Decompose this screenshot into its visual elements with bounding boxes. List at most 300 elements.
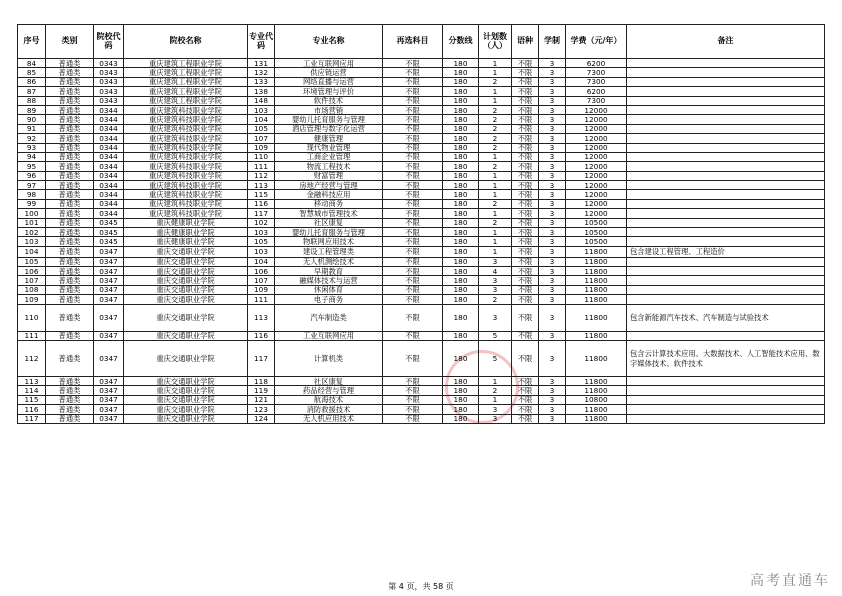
cell-major-code: 113 bbox=[248, 181, 275, 190]
cell-language: 不限 bbox=[512, 209, 539, 218]
cell-school-code: 0347 bbox=[94, 257, 124, 266]
cell-major-name: 社区康复 bbox=[275, 218, 383, 227]
cell-duration: 3 bbox=[539, 115, 566, 124]
cell-major-name: 智慧城市管理技术 bbox=[275, 209, 383, 218]
cell-school-name: 重庆交通职业学院 bbox=[124, 276, 248, 285]
cell-score: 180 bbox=[443, 218, 479, 227]
cell-school-code: 0347 bbox=[94, 276, 124, 285]
cell-tuition: 11800 bbox=[566, 377, 627, 386]
table-row bbox=[18, 257, 825, 266]
cell-category: 普通类 bbox=[46, 152, 94, 161]
cell-language: 不限 bbox=[512, 171, 539, 180]
cell-category: 普通类 bbox=[46, 77, 94, 86]
cell-index: 113 bbox=[18, 377, 46, 386]
cell-language: 不限 bbox=[512, 414, 539, 423]
cell-school-code: 0344 bbox=[94, 162, 124, 171]
cell-tuition: 12000 bbox=[566, 124, 627, 133]
table-row bbox=[18, 105, 825, 114]
cell-major-name: 融媒体技术与运营 bbox=[275, 276, 383, 285]
cell-duration: 3 bbox=[539, 377, 566, 386]
cell-category: 普通类 bbox=[46, 190, 94, 199]
cell-category: 普通类 bbox=[46, 115, 94, 124]
cell-language: 不限 bbox=[512, 405, 539, 414]
cell-major-name: 电子商务 bbox=[275, 295, 383, 304]
cell-school-name: 重庆交通职业学院 bbox=[124, 386, 248, 395]
cell-school-name: 重庆建筑工程职业学院 bbox=[124, 68, 248, 77]
cell-school-name: 重庆交通职业学院 bbox=[124, 267, 248, 276]
cell-category: 普通类 bbox=[46, 134, 94, 143]
cell-school-code: 0347 bbox=[94, 331, 124, 340]
cell-major-code: 118 bbox=[248, 377, 275, 386]
cell-school-code: 0345 bbox=[94, 237, 124, 246]
cell-school-name: 重庆健康职业学院 bbox=[124, 237, 248, 246]
cell-category: 普通类 bbox=[46, 199, 94, 208]
page-footer: 第 4 页，共 58 页 bbox=[388, 582, 454, 591]
cell-index: 115 bbox=[18, 395, 46, 404]
cell-major-name: 房地产经营与管理 bbox=[275, 181, 383, 190]
cell-duration: 3 bbox=[539, 405, 566, 414]
cell-subject: 不限 bbox=[383, 152, 443, 161]
cell-school-name: 重庆建筑工程职业学院 bbox=[124, 59, 248, 68]
cell-remark bbox=[627, 190, 825, 199]
cell-major-code: 119 bbox=[248, 386, 275, 395]
cell-remark bbox=[627, 134, 825, 143]
cell-duration: 3 bbox=[539, 276, 566, 285]
cell-duration: 3 bbox=[539, 414, 566, 423]
cell-language: 不限 bbox=[512, 181, 539, 190]
cell-score: 180 bbox=[443, 405, 479, 414]
cell-subject: 不限 bbox=[383, 386, 443, 395]
cell-major-name: 网络直播与运营 bbox=[275, 77, 383, 86]
cell-school-name: 重庆建筑科技职业学院 bbox=[124, 190, 248, 199]
cell-remark: 包含新能源汽车技术、汽车制造与试验技术 bbox=[627, 304, 825, 331]
cell-index: 101 bbox=[18, 218, 46, 227]
cell-language: 不限 bbox=[512, 96, 539, 105]
watermark-logo-text: 高考直通车 bbox=[750, 573, 830, 589]
admission-plan-table bbox=[17, 24, 825, 424]
cell-major-name: 休闲体育 bbox=[275, 285, 383, 294]
cell-plan-count: 2 bbox=[479, 115, 512, 124]
header-remark: 备注 bbox=[627, 25, 825, 59]
cell-school-code: 0347 bbox=[94, 341, 124, 377]
table-row bbox=[18, 68, 825, 77]
cell-subject: 不限 bbox=[383, 285, 443, 294]
cell-subject: 不限 bbox=[383, 331, 443, 340]
table-row bbox=[18, 143, 825, 152]
cell-major-name: 药品经营与管理 bbox=[275, 386, 383, 395]
cell-major-code: 115 bbox=[248, 190, 275, 199]
cell-tuition: 11800 bbox=[566, 276, 627, 285]
cell-language: 不限 bbox=[512, 295, 539, 304]
cell-school-name: 重庆交通职业学院 bbox=[124, 285, 248, 294]
cell-remark bbox=[627, 199, 825, 208]
cell-remark bbox=[627, 405, 825, 414]
cell-duration: 3 bbox=[539, 181, 566, 190]
cell-plan-count: 1 bbox=[479, 68, 512, 77]
cell-score: 180 bbox=[443, 77, 479, 86]
cell-subject: 不限 bbox=[383, 237, 443, 246]
cell-school-code: 0344 bbox=[94, 115, 124, 124]
cell-major-name: 健康管理 bbox=[275, 134, 383, 143]
cell-school-code: 0343 bbox=[94, 59, 124, 68]
cell-subject: 不限 bbox=[383, 59, 443, 68]
cell-tuition: 10800 bbox=[566, 395, 627, 404]
header-plan-count: 计划数（人） bbox=[479, 25, 512, 59]
cell-remark bbox=[627, 257, 825, 266]
cell-major-code: 103 bbox=[248, 105, 275, 114]
header-duration: 学制 bbox=[539, 25, 566, 59]
cell-school-code: 0344 bbox=[94, 190, 124, 199]
cell-major-name: 社区康复 bbox=[275, 377, 383, 386]
cell-duration: 3 bbox=[539, 237, 566, 246]
cell-index: 98 bbox=[18, 190, 46, 199]
cell-duration: 3 bbox=[539, 228, 566, 237]
cell-language: 不限 bbox=[512, 331, 539, 340]
cell-language: 不限 bbox=[512, 257, 539, 266]
cell-major-code: 117 bbox=[248, 341, 275, 377]
cell-tuition: 11800 bbox=[566, 414, 627, 423]
cell-major-name: 物流工程技术 bbox=[275, 162, 383, 171]
cell-remark bbox=[627, 386, 825, 395]
table-row bbox=[18, 96, 825, 105]
cell-plan-count: 3 bbox=[479, 276, 512, 285]
cell-duration: 3 bbox=[539, 96, 566, 105]
table-row bbox=[18, 331, 825, 340]
cell-subject: 不限 bbox=[383, 105, 443, 114]
cell-category: 普通类 bbox=[46, 228, 94, 237]
cell-remark bbox=[627, 276, 825, 285]
cell-school-name: 重庆建筑科技职业学院 bbox=[124, 171, 248, 180]
cell-index: 114 bbox=[18, 386, 46, 395]
cell-score: 180 bbox=[443, 267, 479, 276]
cell-index: 95 bbox=[18, 162, 46, 171]
cell-major-name: 工业互联网应用 bbox=[275, 59, 383, 68]
cell-duration: 3 bbox=[539, 246, 566, 257]
table-row bbox=[18, 395, 825, 404]
cell-duration: 3 bbox=[539, 59, 566, 68]
cell-language: 不限 bbox=[512, 237, 539, 246]
cell-category: 普通类 bbox=[46, 246, 94, 257]
cell-duration: 3 bbox=[539, 171, 566, 180]
cell-duration: 3 bbox=[539, 199, 566, 208]
cell-school-code: 0345 bbox=[94, 228, 124, 237]
cell-major-name: 建设工程管理类 bbox=[275, 246, 383, 257]
cell-tuition: 10500 bbox=[566, 218, 627, 227]
cell-major-name: 早期教育 bbox=[275, 267, 383, 276]
cell-language: 不限 bbox=[512, 218, 539, 227]
cell-school-code: 0347 bbox=[94, 267, 124, 276]
cell-score: 180 bbox=[443, 87, 479, 96]
cell-major-code: 109 bbox=[248, 143, 275, 152]
cell-plan-count: 1 bbox=[479, 181, 512, 190]
cell-tuition: 12000 bbox=[566, 190, 627, 199]
cell-school-code: 0344 bbox=[94, 171, 124, 180]
cell-score: 180 bbox=[443, 257, 479, 266]
cell-subject: 不限 bbox=[383, 377, 443, 386]
cell-language: 不限 bbox=[512, 59, 539, 68]
cell-score: 180 bbox=[443, 68, 479, 77]
cell-category: 普通类 bbox=[46, 267, 94, 276]
cell-major-name: 供应链运营 bbox=[275, 68, 383, 77]
cell-plan-count: 1 bbox=[479, 395, 512, 404]
cell-school-name: 重庆健康职业学院 bbox=[124, 228, 248, 237]
cell-index: 112 bbox=[18, 341, 46, 377]
cell-subject: 不限 bbox=[383, 190, 443, 199]
cell-tuition: 7300 bbox=[566, 96, 627, 105]
cell-duration: 3 bbox=[539, 285, 566, 294]
cell-school-name: 重庆建筑科技职业学院 bbox=[124, 124, 248, 133]
cell-subject: 不限 bbox=[383, 199, 443, 208]
cell-school-name: 重庆建筑工程职业学院 bbox=[124, 87, 248, 96]
cell-tuition: 11800 bbox=[566, 285, 627, 294]
cell-remark bbox=[627, 228, 825, 237]
header-score: 分数线 bbox=[443, 25, 479, 59]
cell-index: 90 bbox=[18, 115, 46, 124]
cell-duration: 3 bbox=[539, 395, 566, 404]
cell-school-code: 0347 bbox=[94, 285, 124, 294]
table-row bbox=[18, 87, 825, 96]
cell-subject: 不限 bbox=[383, 341, 443, 377]
cell-index: 91 bbox=[18, 124, 46, 133]
cell-plan-count: 3 bbox=[479, 285, 512, 294]
cell-language: 不限 bbox=[512, 68, 539, 77]
cell-tuition: 6200 bbox=[566, 87, 627, 96]
cell-subject: 不限 bbox=[383, 143, 443, 152]
cell-score: 180 bbox=[443, 171, 479, 180]
cell-school-name: 重庆建筑工程职业学院 bbox=[124, 77, 248, 86]
cell-index: 85 bbox=[18, 68, 46, 77]
cell-language: 不限 bbox=[512, 87, 539, 96]
cell-language: 不限 bbox=[512, 395, 539, 404]
cell-score: 180 bbox=[443, 143, 479, 152]
cell-index: 102 bbox=[18, 228, 46, 237]
cell-plan-count: 3 bbox=[479, 304, 512, 331]
cell-tuition: 11800 bbox=[566, 331, 627, 340]
cell-plan-count: 1 bbox=[479, 171, 512, 180]
cell-subject: 不限 bbox=[383, 414, 443, 423]
cell-tuition: 11800 bbox=[566, 304, 627, 331]
table-row bbox=[18, 405, 825, 414]
cell-remark bbox=[627, 295, 825, 304]
cell-index: 86 bbox=[18, 77, 46, 86]
cell-school-code: 0347 bbox=[94, 377, 124, 386]
cell-index: 87 bbox=[18, 87, 46, 96]
cell-category: 普通类 bbox=[46, 331, 94, 340]
cell-school-code: 0343 bbox=[94, 77, 124, 86]
cell-remark bbox=[627, 68, 825, 77]
cell-language: 不限 bbox=[512, 276, 539, 285]
cell-school-code: 0347 bbox=[94, 414, 124, 423]
header-major-code: 专业代码 bbox=[248, 25, 275, 59]
table-header-row bbox=[18, 25, 825, 59]
cell-score: 180 bbox=[443, 276, 479, 285]
cell-language: 不限 bbox=[512, 162, 539, 171]
cell-duration: 3 bbox=[539, 218, 566, 227]
cell-tuition: 6200 bbox=[566, 59, 627, 68]
cell-major-name: 汽车制造类 bbox=[275, 304, 383, 331]
table-body bbox=[18, 59, 825, 424]
table-row bbox=[18, 377, 825, 386]
cell-major-code: 107 bbox=[248, 276, 275, 285]
cell-school-name: 重庆交通职业学院 bbox=[124, 295, 248, 304]
cell-duration: 3 bbox=[539, 295, 566, 304]
cell-index: 107 bbox=[18, 276, 46, 285]
cell-score: 180 bbox=[443, 115, 479, 124]
cell-plan-count: 1 bbox=[479, 377, 512, 386]
cell-remark bbox=[627, 59, 825, 68]
cell-major-name: 现代物业管理 bbox=[275, 143, 383, 152]
cell-score: 180 bbox=[443, 386, 479, 395]
cell-category: 普通类 bbox=[46, 276, 94, 285]
cell-score: 180 bbox=[443, 237, 479, 246]
cell-score: 180 bbox=[443, 395, 479, 404]
cell-major-name: 工商企业管理 bbox=[275, 152, 383, 161]
cell-major-code: 103 bbox=[248, 246, 275, 257]
cell-school-name: 重庆交通职业学院 bbox=[124, 246, 248, 257]
cell-plan-count: 2 bbox=[479, 77, 512, 86]
cell-tuition: 12000 bbox=[566, 143, 627, 152]
cell-category: 普通类 bbox=[46, 59, 94, 68]
cell-duration: 3 bbox=[539, 257, 566, 266]
cell-plan-count: 1 bbox=[479, 87, 512, 96]
cell-school-name: 重庆建筑工程职业学院 bbox=[124, 96, 248, 105]
cell-score: 180 bbox=[443, 96, 479, 105]
cell-score: 180 bbox=[443, 105, 479, 114]
cell-major-code: 105 bbox=[248, 124, 275, 133]
cell-score: 180 bbox=[443, 124, 479, 133]
cell-school-name: 重庆建筑科技职业学院 bbox=[124, 143, 248, 152]
cell-major-code: 106 bbox=[248, 267, 275, 276]
cell-duration: 3 bbox=[539, 152, 566, 161]
cell-major-name: 计算机类 bbox=[275, 341, 383, 377]
cell-category: 普通类 bbox=[46, 405, 94, 414]
cell-tuition: 11800 bbox=[566, 246, 627, 257]
table-row bbox=[18, 237, 825, 246]
cell-remark bbox=[627, 285, 825, 294]
table-row bbox=[18, 171, 825, 180]
cell-major-name: 消防救援技术 bbox=[275, 405, 383, 414]
cell-score: 180 bbox=[443, 285, 479, 294]
cell-plan-count: 3 bbox=[479, 257, 512, 266]
cell-index: 116 bbox=[18, 405, 46, 414]
header-category: 类别 bbox=[46, 25, 94, 59]
cell-language: 不限 bbox=[512, 246, 539, 257]
cell-school-name: 重庆健康职业学院 bbox=[124, 218, 248, 227]
cell-category: 普通类 bbox=[46, 87, 94, 96]
cell-language: 不限 bbox=[512, 386, 539, 395]
cell-school-name: 重庆建筑科技职业学院 bbox=[124, 134, 248, 143]
cell-plan-count: 5 bbox=[479, 341, 512, 377]
cell-score: 180 bbox=[443, 228, 479, 237]
cell-remark bbox=[627, 96, 825, 105]
cell-school-name: 重庆交通职业学院 bbox=[124, 405, 248, 414]
cell-remark bbox=[627, 218, 825, 227]
cell-language: 不限 bbox=[512, 134, 539, 143]
cell-subject: 不限 bbox=[383, 77, 443, 86]
cell-language: 不限 bbox=[512, 105, 539, 114]
cell-tuition: 12000 bbox=[566, 181, 627, 190]
cell-remark bbox=[627, 171, 825, 180]
cell-school-name: 重庆建筑科技职业学院 bbox=[124, 115, 248, 124]
cell-score: 180 bbox=[443, 59, 479, 68]
table-row bbox=[18, 295, 825, 304]
table-row bbox=[18, 218, 825, 227]
cell-major-code: 117 bbox=[248, 209, 275, 218]
cell-school-name: 重庆交通职业学院 bbox=[124, 377, 248, 386]
cell-major-name: 工业互联网应用 bbox=[275, 331, 383, 340]
cell-plan-count: 2 bbox=[479, 124, 512, 133]
cell-major-code: 104 bbox=[248, 115, 275, 124]
cell-plan-count: 2 bbox=[479, 295, 512, 304]
cell-index: 93 bbox=[18, 143, 46, 152]
cell-school-code: 0344 bbox=[94, 124, 124, 133]
cell-plan-count: 5 bbox=[479, 331, 512, 340]
cell-plan-count: 1 bbox=[479, 246, 512, 257]
cell-index: 84 bbox=[18, 59, 46, 68]
cell-category: 普通类 bbox=[46, 237, 94, 246]
cell-school-code: 0343 bbox=[94, 68, 124, 77]
cell-plan-count: 2 bbox=[479, 199, 512, 208]
cell-subject: 不限 bbox=[383, 96, 443, 105]
cell-language: 不限 bbox=[512, 190, 539, 199]
cell-duration: 3 bbox=[539, 386, 566, 395]
cell-index: 99 bbox=[18, 199, 46, 208]
cell-major-code: 109 bbox=[248, 285, 275, 294]
cell-subject: 不限 bbox=[383, 134, 443, 143]
cell-category: 普通类 bbox=[46, 377, 94, 386]
cell-major-name: 市场营销 bbox=[275, 105, 383, 114]
cell-remark bbox=[627, 331, 825, 340]
header-subject: 再选科目 bbox=[383, 25, 443, 59]
cell-subject: 不限 bbox=[383, 87, 443, 96]
cell-major-code: 111 bbox=[248, 162, 275, 171]
table-row bbox=[18, 77, 825, 86]
cell-subject: 不限 bbox=[383, 124, 443, 133]
cell-subject: 不限 bbox=[383, 68, 443, 77]
cell-remark bbox=[627, 105, 825, 114]
cell-school-code: 0343 bbox=[94, 87, 124, 96]
cell-index: 103 bbox=[18, 237, 46, 246]
cell-index: 92 bbox=[18, 134, 46, 143]
cell-remark bbox=[627, 267, 825, 276]
cell-tuition: 11800 bbox=[566, 257, 627, 266]
cell-school-name: 重庆建筑科技职业学院 bbox=[124, 181, 248, 190]
cell-tuition: 12000 bbox=[566, 199, 627, 208]
cell-score: 180 bbox=[443, 190, 479, 199]
cell-category: 普通类 bbox=[46, 143, 94, 152]
cell-tuition: 12000 bbox=[566, 134, 627, 143]
cell-duration: 3 bbox=[539, 267, 566, 276]
cell-plan-count: 2 bbox=[479, 386, 512, 395]
cell-plan-count: 1 bbox=[479, 237, 512, 246]
cell-major-code: 105 bbox=[248, 237, 275, 246]
cell-duration: 3 bbox=[539, 209, 566, 218]
cell-category: 普通类 bbox=[46, 395, 94, 404]
cell-duration: 3 bbox=[539, 105, 566, 114]
cell-language: 不限 bbox=[512, 341, 539, 377]
cell-index: 110 bbox=[18, 304, 46, 331]
cell-school-code: 0345 bbox=[94, 218, 124, 227]
cell-major-name: 婴幼儿托育服务与管理 bbox=[275, 228, 383, 237]
cell-remark bbox=[627, 162, 825, 171]
cell-major-code: 104 bbox=[248, 257, 275, 266]
cell-category: 普通类 bbox=[46, 171, 94, 180]
cell-major-code: 138 bbox=[248, 87, 275, 96]
cell-major-code: 116 bbox=[248, 199, 275, 208]
table-row bbox=[18, 285, 825, 294]
cell-major-code: 113 bbox=[248, 304, 275, 331]
cell-language: 不限 bbox=[512, 304, 539, 331]
